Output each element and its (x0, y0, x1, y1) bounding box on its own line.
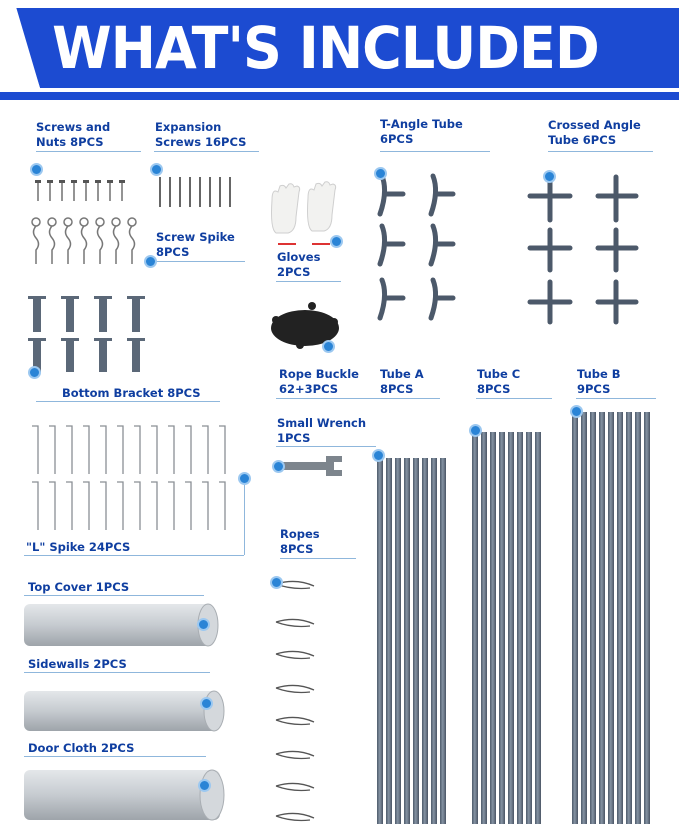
l-spike-callout-line-vertical (244, 478, 245, 555)
t-angle-tube-label (380, 117, 463, 147)
tube-a-label (380, 367, 424, 397)
t-angle-tube-image (380, 176, 453, 318)
bottom-bracket-label: Bottom Bracket 8PCS (62, 386, 201, 400)
ropes-callout-line (280, 558, 356, 559)
rope-buckle-name: Rope Buckle (279, 367, 359, 381)
top-cover-dot (197, 618, 210, 631)
page-title: WHAT'S INCLUDED (52, 14, 599, 82)
rope-buckle-qty: 62+3PCS (279, 382, 339, 396)
crossed-angle-tube-dot (543, 170, 556, 183)
tube-c-label (477, 367, 520, 397)
tube-b-dot (570, 405, 583, 418)
expansion-screws-callout-line (154, 151, 259, 152)
tube-b-qty: 9PCS (577, 382, 611, 396)
expansion-screws-dot (150, 163, 163, 176)
sidewalls-image (24, 691, 224, 731)
l-spike-label: "L" Spike 24PCS (26, 540, 131, 554)
l-spike-callout-line (24, 555, 244, 556)
crossed-angle-tube-label (548, 118, 641, 148)
t-angle-tube-name: T-Angle Tube (380, 117, 463, 131)
tube-c-dot (469, 424, 482, 437)
tube-a-qty: 8PCS (380, 382, 414, 396)
small-wrench-image (282, 456, 342, 476)
screw-spike-callout-line (150, 261, 245, 262)
expansion-screws-label (155, 120, 246, 150)
ropes-dot (270, 576, 283, 589)
crossed-angle-tube-callout-line (548, 151, 653, 152)
screws-nuts-image (38, 183, 122, 201)
screws-nuts-label (36, 120, 110, 150)
screws-nuts-name: Screws and (36, 120, 111, 134)
small-wrench-dot (272, 460, 285, 473)
tube-c-name: Tube C (477, 367, 521, 381)
sidewalls-label: Sidewalls 2PCS (28, 657, 127, 671)
top-cover-label: Top Cover 1PCS (28, 580, 130, 594)
tube-b-label (577, 367, 621, 397)
tube-b-callout-line (576, 398, 656, 399)
bottom-bracket-callout-line (36, 401, 220, 402)
screw-spike-label (156, 230, 235, 260)
screw-spike-image (32, 218, 136, 264)
tube-a-image (377, 458, 446, 824)
t-angle-tube-dot (374, 167, 387, 180)
expansion-screws-qty: Screws 16PCS (155, 135, 247, 149)
rope-buckle-dot (322, 340, 335, 353)
gloves-name: Gloves (277, 250, 321, 264)
tube-c-qty: 8PCS (477, 382, 511, 396)
gloves-callout-line (276, 281, 341, 282)
bottom-bracket-image (28, 296, 145, 372)
door-cloth-dot (198, 779, 211, 792)
small-wrench-callout-line (276, 446, 376, 447)
sidewalls-callout-line (24, 672, 210, 673)
tube-c-image (472, 432, 541, 824)
expansion-screws-image (160, 177, 230, 207)
rope-buckle-callout-line (276, 398, 440, 399)
tube-a-dot (372, 449, 385, 462)
top-cover-image (24, 604, 218, 646)
small-wrench-qty: 1PCS (277, 431, 311, 445)
screw-spike-name: Screw Spike (156, 230, 235, 244)
ropes-label (280, 527, 320, 557)
door-cloth-callout-line (24, 756, 206, 757)
door-cloth-label: Door Cloth 2PCS (28, 741, 135, 755)
bottom-bracket-dot (28, 366, 41, 379)
screws-nuts-callout-line (36, 151, 141, 152)
ropes-name: Ropes (280, 527, 320, 541)
crossed-angle-tube-name: Crossed Angle (548, 118, 641, 132)
ropes-qty: 8PCS (280, 542, 314, 556)
small-wrench-label (277, 416, 366, 446)
l-spike-dot (238, 472, 251, 485)
door-cloth-image (24, 770, 224, 820)
gloves-image (272, 182, 336, 244)
expansion-screws-name: Expansion (155, 120, 222, 134)
rope-buckle-label (279, 367, 359, 397)
small-wrench-name: Small Wrench (277, 416, 367, 430)
crossed-angle-tube-qty: Tube 6PCS (548, 133, 617, 147)
sidewalls-dot (200, 697, 213, 710)
gloves-qty: 2PCS (277, 265, 311, 279)
screws-nuts-dot (30, 163, 43, 176)
tube-c-callout-line (476, 398, 552, 399)
screws-nuts-qty: Nuts 8PCS (36, 135, 104, 149)
top-cover-callout-line (24, 595, 204, 596)
tube-a-name: Tube A (380, 367, 424, 381)
tube-b-name: Tube B (577, 367, 621, 381)
gloves-label (277, 250, 320, 280)
t-angle-tube-callout-line (380, 151, 490, 152)
screw-spike-qty: 8PCS (156, 245, 190, 259)
gloves-dot (330, 235, 343, 248)
tube-b-image (572, 412, 650, 824)
l-spike-image (32, 426, 225, 530)
t-angle-tube-qty: 6PCS (380, 132, 414, 146)
crossed-angle-tube-image (530, 177, 636, 322)
ropes-image (276, 581, 314, 820)
